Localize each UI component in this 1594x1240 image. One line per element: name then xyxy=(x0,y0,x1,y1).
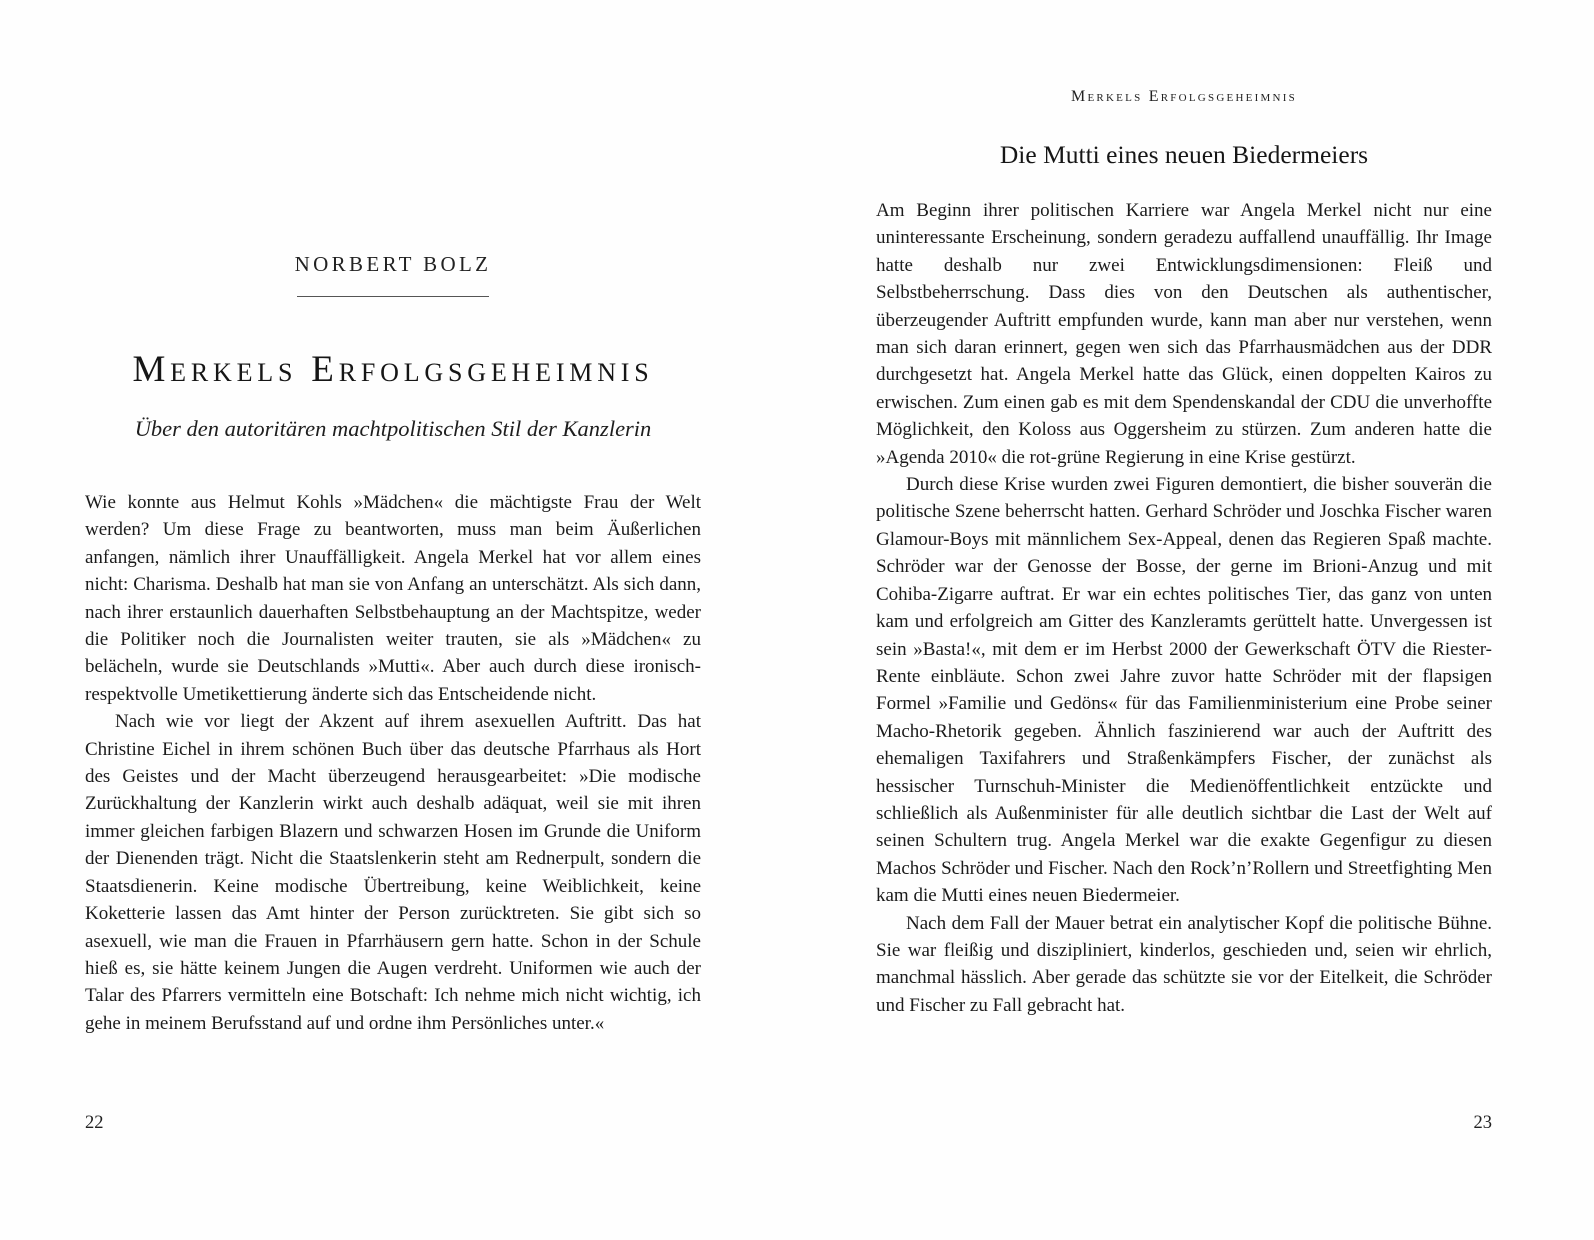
author-rule-divider xyxy=(297,296,489,297)
page-number-right: 23 xyxy=(1473,1113,1492,1133)
chapter-subtitle: Über den autoritären machtpolitischen Stil der Kanzlerin xyxy=(134,416,652,441)
body-text-left xyxy=(85,489,701,1037)
running-header: Merkels Erfolgsgeheimnis xyxy=(1071,88,1297,105)
section-title: Die Mutti eines neuen Biedermeiers xyxy=(999,140,1369,169)
body-paragraph: Nach dem Fall der Mauer betrat ein analytischer Kopf die politische Bühne. Sie war fleißig und diszipliniert, kinderlos, geschieden und, seien wir ehrlich, manchmal hässlich. Aber gerade das schützte sie vor der Eitelkeit, die Schröder und Fischer zu Fall gebracht hat. xyxy=(876,912,1492,1016)
author-name: NORBERT BOLZ xyxy=(294,252,492,276)
page-right xyxy=(876,0,1492,1240)
body-paragraph: Am Beginn ihrer politischen Karriere war Angela Merkel nicht nur eine uninteressante Erscheinung, sondern geradezu auffallend unauffällig. Ihr Image hatte deshalb nur zwei Entwicklungsdimensionen: Fleiß und Selbstbeherrschung. Dass dies von den Deutschen als authentischer, überzeugender Auftritt empfunden wurde, kann man aber nur verstehen, wenn man sich daran erinnert, gegen wen sich das Pfarrhausmädchen aus der DDR durchgesetzt hat. Angela Merkel hatte das Glück, einen doppelten Kairos zu erwischen. Zum einen gab es mit dem Spendenskandal der CDU die unverhoffte Möglichkeit, den Koloss aus Oggersheim zu stürzen. Zum anderen hatte die »Agenda 2010« die rot-grüne Regierung in eine Krise gestürzt. xyxy=(876,200,1492,468)
body-text-right xyxy=(876,197,1492,1019)
body-paragraph: Wie konnte aus Helmut Kohls »Mädchen« die mächtigste Frau der Welt werden? Um diese Frage zu beantworten, muss man beim Äußerlichen anfangen, nämlich ihrer Unauffälligkeit. Angela Merkel hat vor allem eines nicht: Charisma. Deshalb hat man sie von Anfang an unterschätzt. Als sich dann, nach ihrer erstaunlich dauerhaften Selbstbehauptung an der Machtspitze, weder die Politiker noch die Journalisten weiter trauten, sie als »Mädchen« zu belächeln, wurde sie Deutschlands »Mutti«. Aber auch durch diese ironisch-respektvolle Umetikettierung änderte sich das Entscheidende nicht. xyxy=(85,492,701,705)
page-left xyxy=(85,0,701,1240)
page-number-left: 22 xyxy=(85,1113,104,1133)
chapter-main-title: Merkels Erfolgsgeheimnis xyxy=(132,349,654,390)
body-paragraph: Durch diese Krise wurden zwei Figuren demontiert, die bisher souverän die politische Szene beherrscht hatten. Gerhard Schröder und Joschka Fischer waren Glamour-Boys mit männlichem Sex-Appeal, denen das Regieren Spaß machte. Schröder war der Genosse der Bosse, der gerne im Brioni-Anzug und mit Cohiba-Zigarre auftrat. Er war ein echtes politisches Tier, das ganz von unten kam und erfolgreich am Gitter des Kanzleramts gerüttelt hatte. Unvergessen ist sein »Basta!«, mit dem er im Herbst 2000 der Gewerkschaft ÖTV die Riester-Rente einbläute. Schon zwei Jahre zuvor hatte Schröder mit der flapsigen Formel »Familie und Gedöns« für das Familienministerium eine Probe seiner Macho-Rhetorik gegeben. Ähnlich faszinierend war auch der Auftritt des ehemaligen Taxifahrers und Straßenkämpfers Fischer, der zunächst als hessischer Turnschuh-Minister die Medienöffentlichkeit entzückte und schließlich als Außenminister für alle deutlich sichtbar die Last der Welt auf seinen Schultern trug. Angela Merkel war die exakte Gegenfigur zu diesen Machos Schröder und Fischer. Nach den Rock’n’Rollern und Streetfighting Men kam die Mutti eines neuen Biedermeier. xyxy=(876,474,1492,907)
body-paragraph: Nach wie vor liegt der Akzent auf ihrem asexuellen Auftritt. Das hat Christine Eichel in ihrem schönen Buch über das deutsche Pfarrhaus als Hort des Geistes und der Macht überzeugend herausgearbeitet: »Die modische Zurückhaltung der Kanzlerin wirkt auch deshalb adäquat, weil sie mit ihren immer gleichen farbigen Blazern und schwarzen Hosen im Grunde die Uniform der Dienenden trägt. Nicht die Staatslenkerin steht am Rednerpult, sondern die Staatsdienerin. Keine modische Übertreibung, keine Weiblichkeit, keine Koketterie lassen das Amt hinter der Person zurücktreten. Sie gibt sich so asexuell, wie man die Frauen in Pfarrhäusern gern hatte. Schon in der Schule hieß es, sie hätte keinem Jungen die Augen verdreht. Uniformen wie auch der Talar des Pfarrers vermitteln eine Botschaft: Ich nehme mich nicht wichtig, ich gehe in meinem Berufsstand auf und ordne ihm Persönliches unter.« xyxy=(85,711,701,1034)
